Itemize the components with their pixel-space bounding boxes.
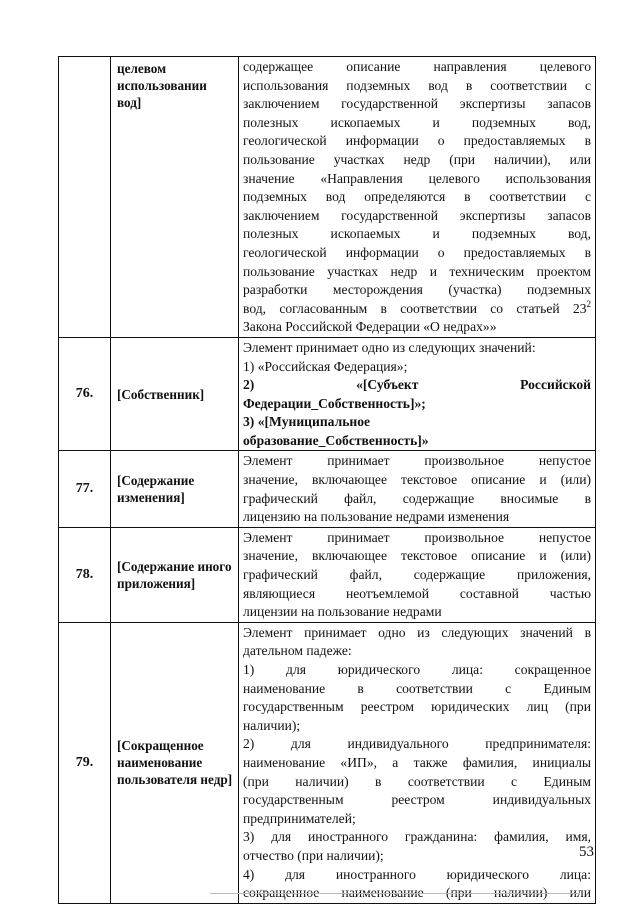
row-number: 78. [59, 527, 111, 622]
table-row [59, 527, 596, 622]
element-description: Элемент принимает одно из следующих значений в дательном падеже: 1) для юридического лица: сокращенное наименование в соответствии с Единым государственным реестром юридических лиц (при наличии); 2) для индивидуального предпринимателя: наименование «ИП», а также фамилия, инициалы (при наличии) в соответствии с Единым государственным реестром индивидуальных предпринимателей; 3) для иностранного гражданина: фамилия, имя, отчество (при наличии); 4) для иностранного юридического лица: сокращенное наименование (при наличии) или [239, 622, 596, 903]
element-description: содержащее описание направления целевого использования подземных вод в соответствии с заключением государственной экспертизы запасов полезных ископаемых и подземных вод, геологической информации о предоставляемых в пользование участках недр (при наличии), или значение «Направления целевого использования подземных вод определяются в соответствии с заключением государственной экспертизы запасов полезных ископаемых и подземных вод, геологической информации о предоставляемых в пользование участках недр и техническим проектом разработки месторождения (участка) подземных вод, согласованным в соответствии со статьей $23^2$ Закона Российской Федерации «О недрах»» [239, 57, 596, 338]
element-description: Элемент принимает произвольное непустое значение, включающее текстовое описание и (или) графический файл, содержащие вносимые в лицензию на пользование недрами изменения [239, 451, 596, 527]
superscript-article: 2 [586, 298, 591, 309]
table-row [59, 451, 596, 527]
row-number: 76. [59, 337, 111, 451]
element-name: [Содержание иного приложения] [111, 527, 239, 622]
row-number [59, 57, 111, 338]
page-number: 53 [579, 844, 594, 860]
element-name: целевом использовании вод] [111, 57, 239, 338]
row-number: 77. [59, 451, 111, 527]
element-description: Элемент принимает одно из следующих значений: 1) «Российская Федерация»; 2) «[Субъект Российской Федерации_Собственность]»; 3) «[Муниципальное образование_Собственность]» [239, 337, 596, 451]
requirements-table [58, 56, 596, 904]
element-description: Элемент принимает произвольное непустое значение, включающее текстовое описание и (или) графический файл, содержащие приложения, являющиеся неотъемлемой составной частью лицензии на пользование недрами [239, 527, 596, 622]
row-number: 79. [59, 622, 111, 903]
table-row [59, 622, 596, 903]
element-name: [Содержание изменения] [111, 451, 239, 527]
element-name: [Сокращенное наименование пользователя недр] [111, 622, 239, 903]
table-row [59, 57, 596, 338]
bottom-divider [210, 893, 580, 894]
element-name: [Собственник] [111, 337, 239, 451]
table-row [59, 337, 596, 451]
